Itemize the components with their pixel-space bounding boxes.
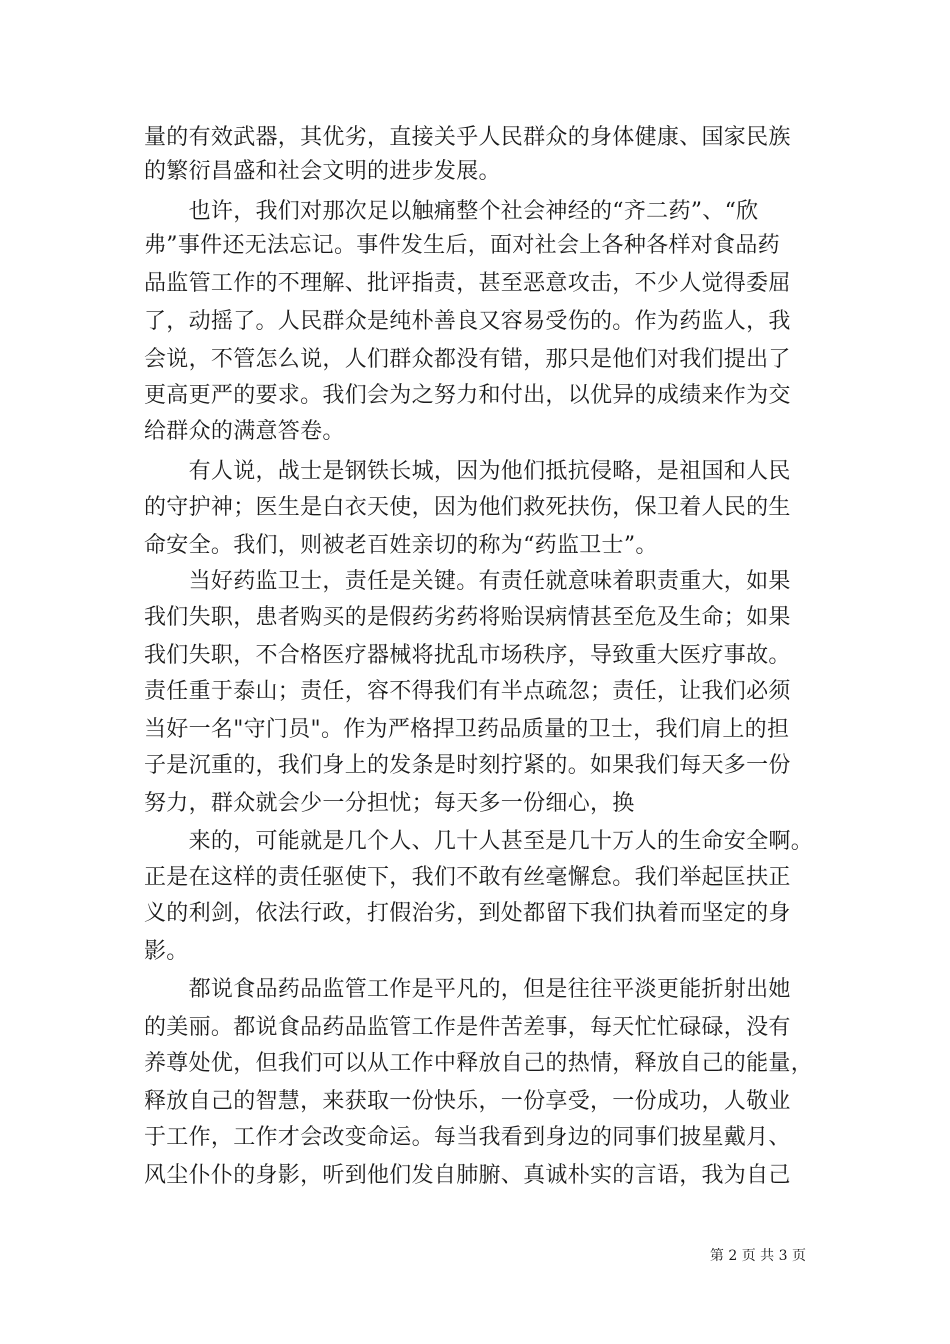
text-line: 释放自己的智慧，来获取一份快乐，一份享受，一份成功，人敬业	[144, 1089, 791, 1114]
text-line: 风尘仆仆的身影，听到他们发自肺腑、真诚朴实的言语，我为自己	[144, 1163, 791, 1188]
text-line: 来的，可能就是几个人、几十人甚至是几十万人的生命安全啊。	[144, 829, 814, 854]
text-line: 品监管工作的不理解、批评指责，甚至恶意攻击，不少人觉得委屈	[144, 271, 791, 296]
text-line: 也许，我们对那次足以触痛整个社会神经的“齐二药”、“欣	[144, 199, 759, 224]
text-line: 正是在这样的责任驱使下，我们不敢有丝毫懈怠。我们举起匡扶正	[144, 865, 791, 890]
text-line: 于工作，工作才会改变命运。每当我看到身边的同事们披星戴月、	[144, 1125, 791, 1150]
page-number: 第 2 页 共 3 页	[709, 1248, 806, 1264]
text-line: 我们失职，不合格医疗器械将扰乱市场秩序，导致重大医疗事故。	[144, 643, 791, 668]
text-line: 养尊处优，但我们可以从工作中释放自己的热情，释放自己的能量，	[144, 1051, 814, 1076]
text-line: 有人说，战士是钢铁长城，因为他们抵抗侵略，是祖国和人民	[144, 459, 791, 484]
text-line: 的守护神；医生是白衣天使，因为他们救死扶伤，保卫着人民的生	[144, 495, 791, 520]
text-line: 义的利剑，依法行政，打假治劣，到处都留下我们执着而坚定的身	[144, 901, 791, 926]
text-line: 弗”事件还无法忘记。事件发生后，面对社会上各种各样对食品药	[144, 233, 780, 258]
text-line: 责任重于泰山；责任，容不得我们有半点疏忽；责任，让我们必须	[144, 679, 791, 704]
text-line: 努力，群众就会少一分担忧；每天多一份细心，换	[144, 791, 635, 816]
text-line: 会说，不管怎么说，人们群众都没有错，那只是他们对我们提出了	[144, 347, 791, 372]
text-line: 量的有效武器，其优劣，直接关乎人民群众的身体健康、国家民族	[144, 125, 791, 150]
text-line: 命安全。我们，则被老百姓亲切的称为“药监卫士”。	[144, 533, 658, 558]
text-line: 了，动摇了。人民群众是纯朴善良又容易受伤的。作为药监人，我	[144, 309, 791, 334]
text-line: 更高更严的要求。我们会为之努力和付出，以优异的成绩来作为交	[144, 383, 791, 408]
text-line: 影。	[144, 939, 189, 964]
text-line: 当好一名"守门员"。作为严格捍卫药品质量的卫士，我们肩上的担	[144, 717, 790, 742]
text-line: 的美丽。都说食品药品监管工作是件苦差事，每天忙忙碌碌，没有	[144, 1015, 791, 1040]
text-line: 我们失职，患者购买的是假药劣药将贻误病情甚至危及生命；如果	[144, 605, 791, 630]
text-line: 子是沉重的，我们身上的发条是时刻拧紧的。如果我们每天多一份	[144, 753, 791, 778]
text-line: 当好药监卫士，责任是关键。有责任就意味着职责重大，如果	[144, 569, 791, 594]
text-line: 给群众的满意答卷。	[144, 419, 345, 444]
text-line: 都说食品药品监管工作是平凡的，但是往往平淡更能折射出她	[144, 977, 791, 1002]
text-line: 的繁衍昌盛和社会文明的进步发展。	[144, 159, 501, 184]
